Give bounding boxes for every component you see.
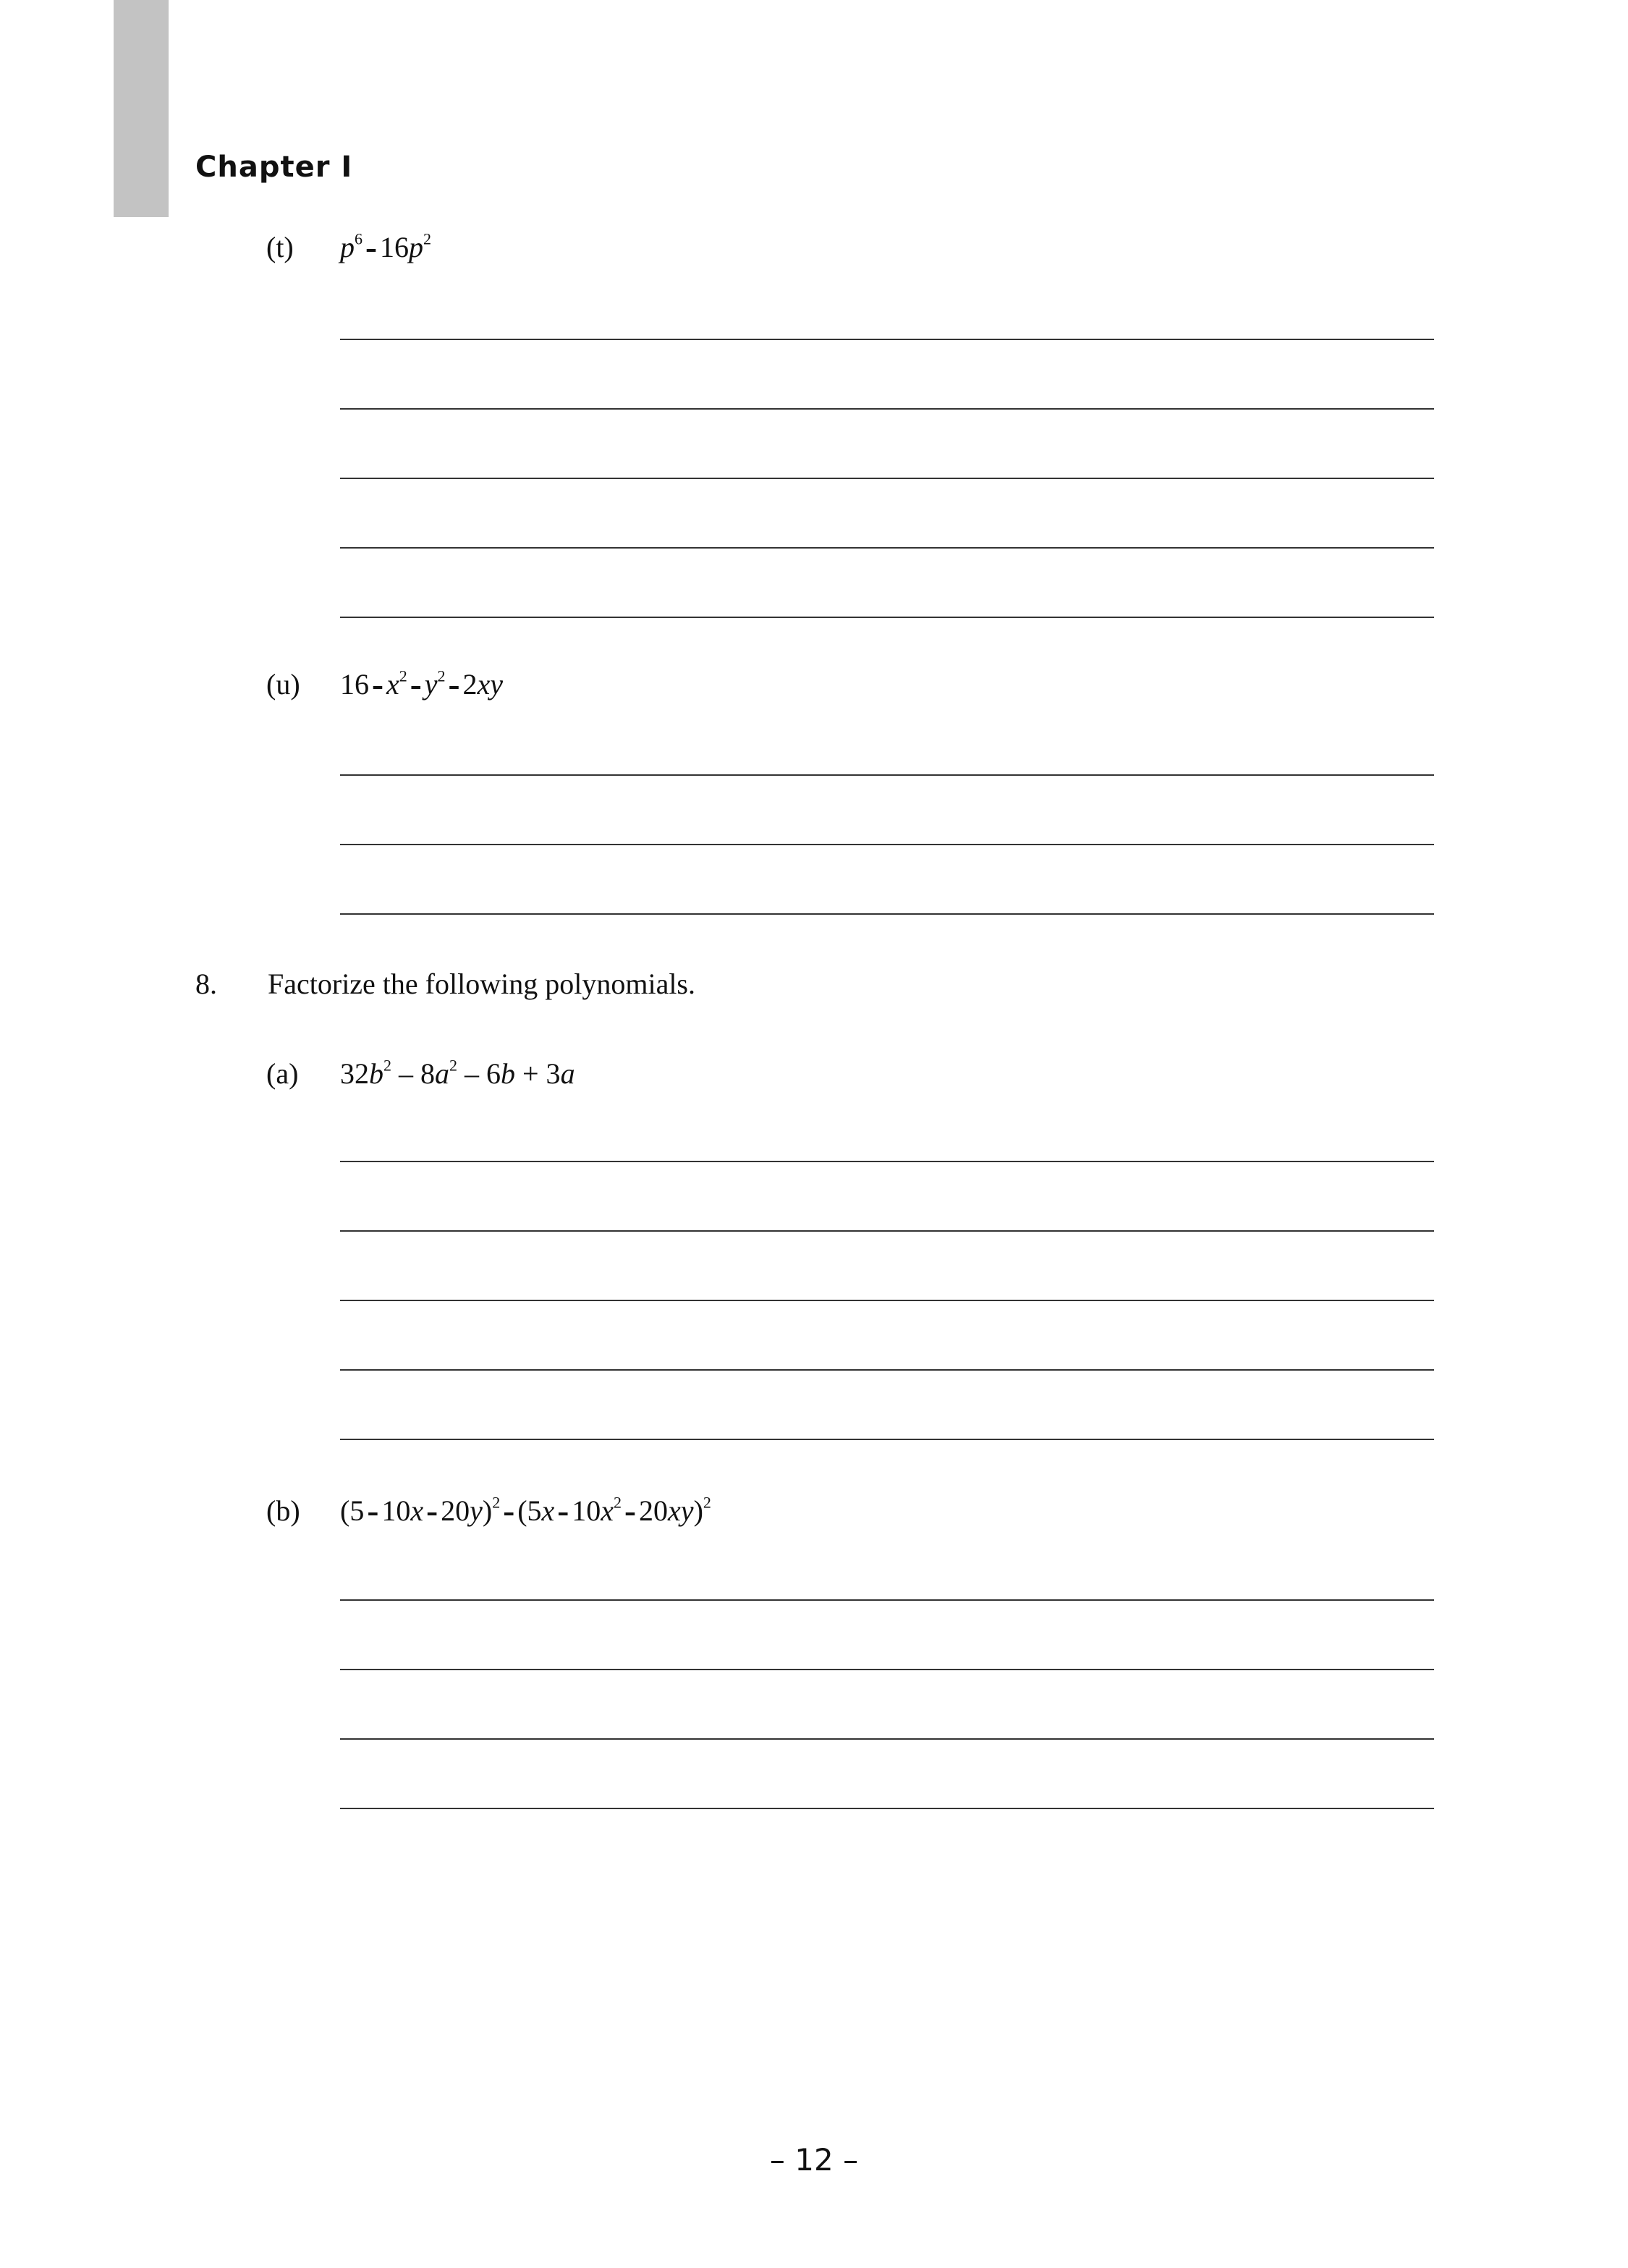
answer-line (340, 547, 1434, 549)
item-t-label: (t) (266, 231, 294, 263)
item-t-expression: $p^6 - 16p^2$ (340, 229, 431, 263)
answer-line (340, 774, 1434, 776)
answer-line (340, 1808, 1434, 1809)
question-prompt: Factorize the following polynomials. (268, 968, 695, 1000)
item-a-label: (a) (266, 1057, 299, 1090)
answer-line (340, 339, 1434, 340)
answer-line (340, 913, 1434, 915)
answer-line (340, 1300, 1434, 1301)
answer-line (340, 1669, 1434, 1670)
chapter-tab-marker (114, 0, 169, 217)
answer-line (340, 844, 1434, 845)
answer-line (340, 1738, 1434, 1740)
answer-line (340, 1230, 1434, 1232)
item-u-label: (u) (266, 668, 300, 701)
item-b-expression: $(5 - 10x - 20y)^2 - (5x - 10x^2 - 20xy)^2$ (340, 1493, 711, 1527)
answer-line (340, 408, 1434, 410)
item-u-expression: $16 - x^2 - y^2 - 2xy$ (340, 667, 504, 701)
item-b-label: (b) (266, 1494, 300, 1527)
answer-line (340, 617, 1434, 618)
answer-line (340, 1161, 1434, 1162)
answer-line (340, 1369, 1434, 1371)
chapter-heading: Chapter I (195, 151, 353, 184)
answer-line (340, 1599, 1434, 1601)
page-number: – 12 – (769, 2142, 859, 2178)
answer-line (340, 1439, 1434, 1440)
item-a-expression: $32b^2 - 8a^2 - 6b + 3a$ (340, 1056, 575, 1090)
question-number: 8. (195, 968, 217, 1000)
answer-line (340, 478, 1434, 479)
